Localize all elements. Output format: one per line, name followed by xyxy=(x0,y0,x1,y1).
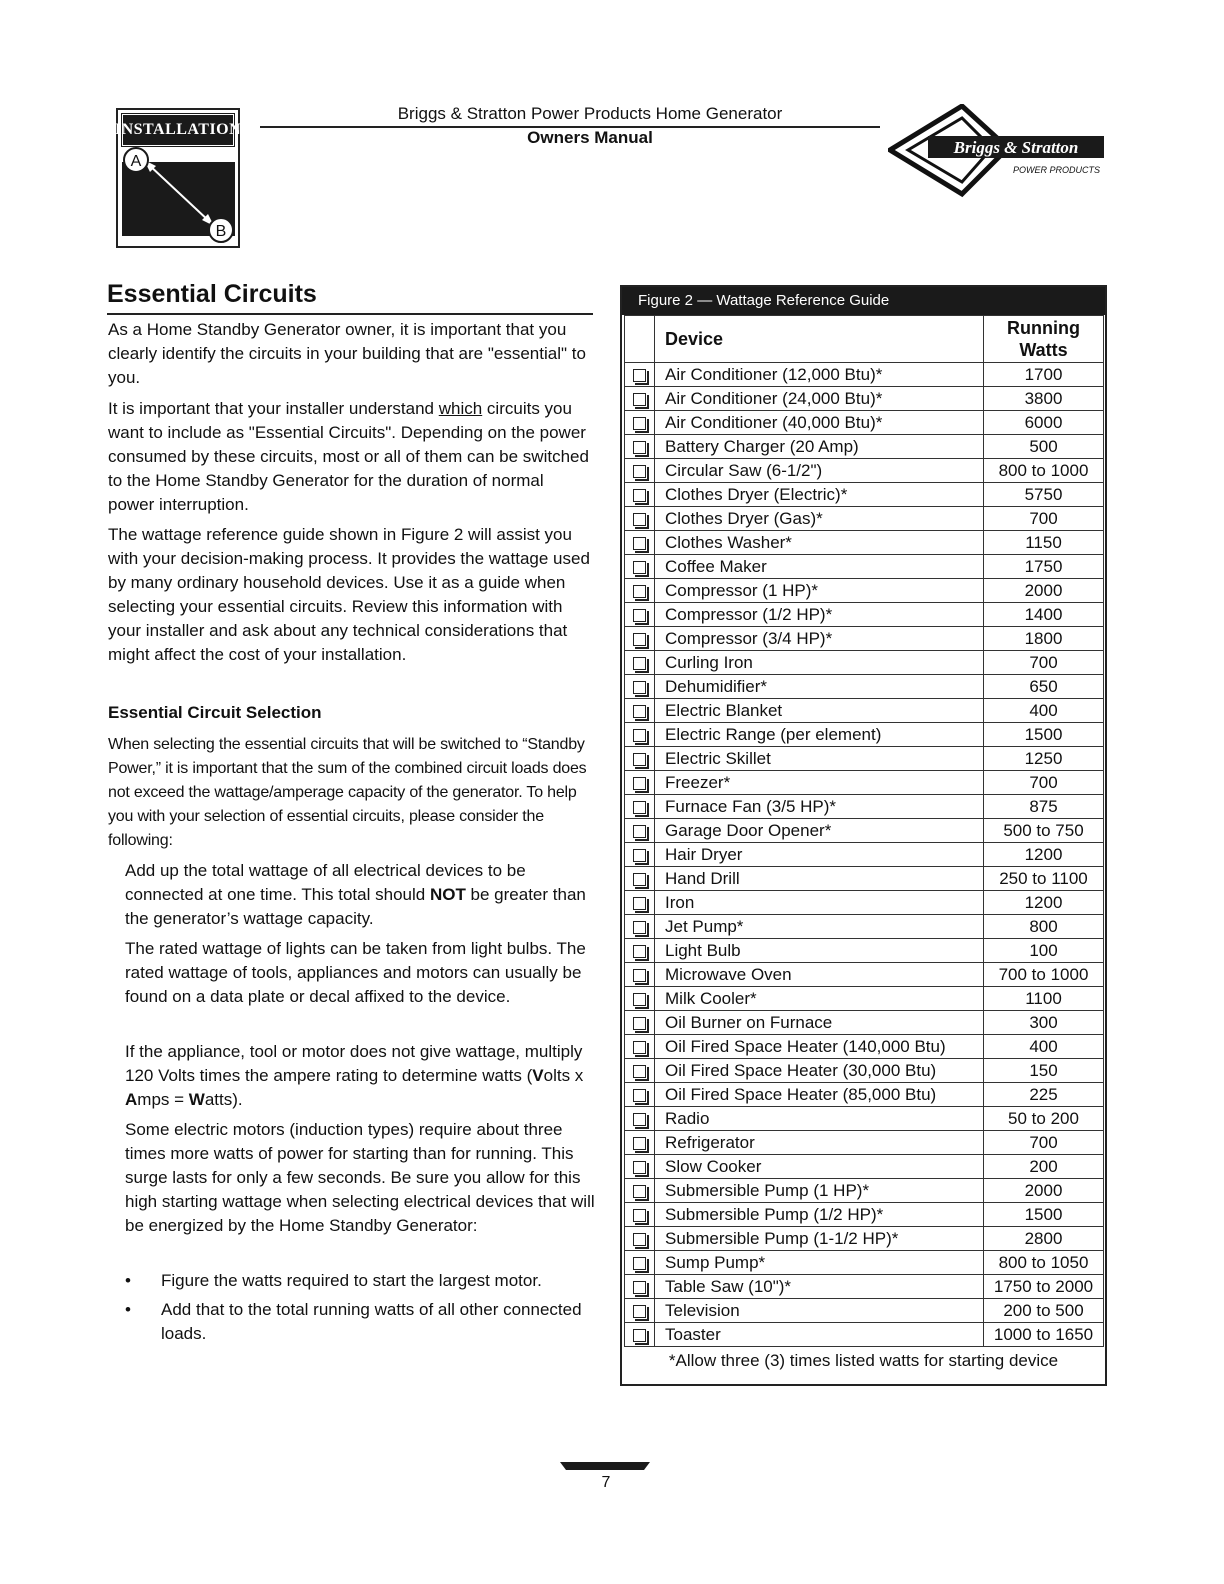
device-cell: Furnace Fan (3/5 HP)* xyxy=(655,795,984,819)
table-row xyxy=(625,867,1104,891)
reference-paragraph: The wattage reference guide shown in Figure 2 will assist you with your decision-making process. It provides the wattage used by many ordinary household devices. Use it as a guide when selecting your essential circuits. Review this information with your installer and ask about any technical considerations that might affect the cost of your installation. xyxy=(108,525,590,664)
table-row xyxy=(625,363,1104,387)
row-checkbox[interactable] xyxy=(625,795,655,819)
device-cell: Curling Iron xyxy=(655,651,984,675)
device-cell: Oil Fired Space Heater (140,000 Btu) xyxy=(655,1035,984,1059)
watts-cell: 2000 xyxy=(984,579,1104,603)
checkbox-icon[interactable] xyxy=(633,465,646,478)
table-row xyxy=(625,627,1104,651)
row-checkbox[interactable] xyxy=(625,1155,655,1179)
row-checkbox[interactable] xyxy=(625,747,655,771)
checkbox-icon[interactable] xyxy=(633,1185,646,1198)
checkbox-icon[interactable] xyxy=(633,513,646,526)
installation-badge xyxy=(116,108,240,248)
row-checkbox[interactable] xyxy=(625,1323,655,1347)
row-checkbox[interactable] xyxy=(625,699,655,723)
table-row xyxy=(625,459,1104,483)
table-row xyxy=(625,1203,1104,1227)
section-title: Essential Circuits xyxy=(107,280,317,308)
row-checkbox[interactable] xyxy=(625,963,655,987)
watts-cell: 1000 to 1650 xyxy=(984,1323,1104,1347)
row-checkbox[interactable] xyxy=(625,867,655,891)
table-row xyxy=(625,1227,1104,1251)
motor-surge-paragraph: Some electric motors (induction types) require about three times more watts of power for starting than for running. This surge lasts for only a few seconds. Be sure you allow for this high starting wattage when selecting electrical devices that will be energized by the Home Standby Generator: xyxy=(125,1120,595,1235)
table-row xyxy=(625,1323,1104,1347)
watts-cell: 1250 xyxy=(984,747,1104,771)
watts-cell: 500 to 750 xyxy=(984,819,1104,843)
watts-cell: 1150 xyxy=(984,531,1104,555)
watts-cell: 700 to 1000 xyxy=(984,963,1104,987)
table-row xyxy=(625,819,1104,843)
device-cell: Coffee Maker xyxy=(655,555,984,579)
watts-cell: 250 to 1100 xyxy=(984,867,1104,891)
watts-cell: 5750 xyxy=(984,483,1104,507)
checkbox-icon[interactable] xyxy=(633,441,646,454)
device-cell: Submersible Pump (1-1/2 HP)* xyxy=(655,1227,984,1251)
device-cell: Sump Pump* xyxy=(655,1251,984,1275)
watts-cell: 800 to 1000 xyxy=(984,459,1104,483)
device-cell: Light Bulb xyxy=(655,939,984,963)
device-cell: Slow Cooker xyxy=(655,1155,984,1179)
row-checkbox[interactable] xyxy=(625,723,655,747)
device-cell: Circular Saw (6-1/2") xyxy=(655,459,984,483)
checkbox-icon[interactable] xyxy=(633,969,646,982)
checkbox-column-header xyxy=(625,316,655,363)
watts-cell: 700 xyxy=(984,507,1104,531)
device-cell: Television xyxy=(655,1299,984,1323)
table-row xyxy=(625,435,1104,459)
watts-cell: 150 xyxy=(984,1059,1104,1083)
table-row xyxy=(625,675,1104,699)
logo-brand: Briggs & Stratton xyxy=(953,138,1079,157)
table-row xyxy=(625,1083,1104,1107)
row-checkbox[interactable] xyxy=(625,1107,655,1131)
wattage-reference-figure xyxy=(620,285,1107,1386)
device-cell: Submersible Pump (1/2 HP)* xyxy=(655,1203,984,1227)
device-cell: Clothes Dryer (Gas)* xyxy=(655,507,984,531)
watts-cell: 200 xyxy=(984,1155,1104,1179)
checkbox-icon[interactable] xyxy=(633,921,646,934)
checkbox-icon[interactable] xyxy=(633,1209,646,1222)
table-row xyxy=(625,771,1104,795)
table-row xyxy=(625,843,1104,867)
watts-cell: 1800 xyxy=(984,627,1104,651)
row-checkbox[interactable] xyxy=(625,1131,655,1155)
checkbox-icon[interactable] xyxy=(633,657,646,670)
checkbox-icon[interactable] xyxy=(633,1305,646,1318)
device-cell: Air Conditioner (12,000 Btu)* xyxy=(655,363,984,387)
table-row xyxy=(625,483,1104,507)
checkbox-icon[interactable] xyxy=(633,729,646,742)
watts-cell: 3800 xyxy=(984,387,1104,411)
table-row xyxy=(625,411,1104,435)
watts-cell: 6000 xyxy=(984,411,1104,435)
row-checkbox[interactable] xyxy=(625,483,655,507)
checkbox-icon[interactable] xyxy=(633,609,646,622)
table-row xyxy=(625,1251,1104,1275)
table-row xyxy=(625,1179,1104,1203)
row-checkbox[interactable] xyxy=(625,843,655,867)
watts-cell: 700 xyxy=(984,1131,1104,1155)
row-checkbox[interactable] xyxy=(625,1035,655,1059)
intro-paragraph: As a Home Standby Generator owner, it is important that you clearly identify the circuits in your building that are "essential" to you. xyxy=(108,320,586,387)
row-checkbox[interactable] xyxy=(625,675,655,699)
device-cell: Oil Fired Space Heater (30,000 Btu) xyxy=(655,1059,984,1083)
device-cell: Compressor (1/2 HP)* xyxy=(655,603,984,627)
manual-subtitle: Owners Manual xyxy=(527,128,653,147)
watts-cell: 1700 xyxy=(984,363,1104,387)
row-checkbox[interactable] xyxy=(625,459,655,483)
table-header-row xyxy=(625,316,1104,363)
device-cell: Air Conditioner (24,000 Btu)* xyxy=(655,387,984,411)
row-checkbox[interactable] xyxy=(625,603,655,627)
table-row xyxy=(625,579,1104,603)
checkbox-icon[interactable] xyxy=(633,1329,646,1342)
device-cell: Compressor (1 HP)* xyxy=(655,579,984,603)
watts-cell: 200 to 500 xyxy=(984,1299,1104,1323)
device-cell: Oil Burner on Furnace xyxy=(655,1011,984,1035)
checkbox-icon[interactable] xyxy=(633,633,646,646)
wattage-table xyxy=(624,315,1104,1347)
watts-cell: 400 xyxy=(984,1035,1104,1059)
table-row xyxy=(625,891,1104,915)
subsection-title: Essential Circuit Selection xyxy=(108,703,322,722)
row-checkbox[interactable] xyxy=(625,579,655,603)
device-cell: Freezer* xyxy=(655,771,984,795)
manual-title: Briggs & Stratton Power Products Home Generator xyxy=(397,104,783,123)
row-checkbox[interactable] xyxy=(625,1251,655,1275)
watts-cell: 1200 xyxy=(984,843,1104,867)
point-b-label: B xyxy=(215,223,227,240)
watts-cell: 1100 xyxy=(984,987,1104,1011)
table-row xyxy=(625,1107,1104,1131)
checkbox-icon[interactable] xyxy=(633,1089,646,1102)
watts-cell: 700 xyxy=(984,771,1104,795)
table-row xyxy=(625,1059,1104,1083)
device-cell: Jet Pump* xyxy=(655,915,984,939)
watts-cell: 1400 xyxy=(984,603,1104,627)
checkbox-icon[interactable] xyxy=(633,825,646,838)
device-cell: Toaster xyxy=(655,1323,984,1347)
checkbox-icon[interactable] xyxy=(633,1017,646,1030)
checkbox-icon[interactable] xyxy=(633,681,646,694)
checkbox-icon[interactable] xyxy=(633,777,646,790)
watts-cell: 100 xyxy=(984,939,1104,963)
checkbox-icon[interactable] xyxy=(633,993,646,1006)
checkbox-icon[interactable] xyxy=(633,873,646,886)
starting-watts-note: *Allow three (3) times listed watts for starting device xyxy=(668,1351,1059,1370)
device-cell: Battery Charger (20 Amp) xyxy=(655,435,984,459)
device-cell: Refrigerator xyxy=(655,1131,984,1155)
checkbox-icon[interactable] xyxy=(633,1257,646,1270)
briggs-stratton-logo xyxy=(888,104,1108,198)
checkbox-icon[interactable] xyxy=(633,897,646,910)
watts-cell: 500 xyxy=(984,435,1104,459)
device-cell: Clothes Washer* xyxy=(655,531,984,555)
footer-bar xyxy=(560,1462,650,1470)
device-cell: Oil Fired Space Heater (85,000 Btu) xyxy=(655,1083,984,1107)
table-row xyxy=(625,987,1104,1011)
checkbox-icon[interactable] xyxy=(633,1137,646,1150)
checkbox-icon[interactable] xyxy=(633,849,646,862)
table-row xyxy=(625,723,1104,747)
page-number: 7 xyxy=(601,1474,611,1491)
emphasis-which: which xyxy=(438,399,483,418)
row-checkbox[interactable] xyxy=(625,1083,655,1107)
emphasis-not: NOT xyxy=(429,885,466,904)
row-checkbox[interactable] xyxy=(625,891,655,915)
point-a-label: A xyxy=(130,153,142,170)
row-checkbox[interactable] xyxy=(625,435,655,459)
table-row xyxy=(625,795,1104,819)
section-divider xyxy=(107,313,593,315)
row-checkbox[interactable] xyxy=(625,411,655,435)
device-cell: Submersible Pump (1 HP)* xyxy=(655,1179,984,1203)
checkbox-icon[interactable] xyxy=(633,1113,646,1126)
table-row xyxy=(625,603,1104,627)
table-row xyxy=(625,651,1104,675)
row-checkbox[interactable] xyxy=(625,939,655,963)
row-checkbox[interactable] xyxy=(625,507,655,531)
device-cell: Electric Blanket xyxy=(655,699,984,723)
table-row xyxy=(625,1299,1104,1323)
watts-cell: 1500 xyxy=(984,723,1104,747)
table-row xyxy=(625,1275,1104,1299)
checkbox-icon[interactable] xyxy=(633,801,646,814)
device-cell: Hand Drill xyxy=(655,867,984,891)
a-to-b-icon xyxy=(122,146,235,244)
checkbox-icon[interactable] xyxy=(633,537,646,550)
watts-cell: 875 xyxy=(984,795,1104,819)
checkbox-icon[interactable] xyxy=(633,393,646,406)
figure-caption: Figure 2 — Wattage Reference Guide xyxy=(622,287,1105,315)
checkbox-icon[interactable] xyxy=(633,561,646,574)
table-row xyxy=(625,747,1104,771)
table-row xyxy=(625,387,1104,411)
device-cell: Compressor (3/4 HP)* xyxy=(655,627,984,651)
watts-cell: 1750 xyxy=(984,555,1104,579)
row-checkbox[interactable] xyxy=(625,1299,655,1323)
device-cell: Air Conditioner (40,000 Btu)* xyxy=(655,411,984,435)
watts-cell: 400 xyxy=(984,699,1104,723)
watts-cell: 225 xyxy=(984,1083,1104,1107)
row-checkbox[interactable] xyxy=(625,1275,655,1299)
table-row xyxy=(625,915,1104,939)
row-checkbox[interactable] xyxy=(625,987,655,1011)
row-checkbox[interactable] xyxy=(625,819,655,843)
checkbox-icon[interactable] xyxy=(633,1233,646,1246)
rated-wattage-paragraph: The rated wattage of lights can be taken from light bulbs. The rated wattage of tools, appliances and motors can usually be found on a data plate or decal affixed to the device. xyxy=(125,939,586,1006)
device-cell: Dehumidifier* xyxy=(655,675,984,699)
table-row xyxy=(625,531,1104,555)
watts-cell: 800 to 1050 xyxy=(984,1251,1104,1275)
watts-column-header: Running Watts xyxy=(984,316,1104,363)
table-row xyxy=(625,1011,1104,1035)
row-checkbox[interactable] xyxy=(625,387,655,411)
row-checkbox[interactable] xyxy=(625,627,655,651)
logo-tagline: POWER PRODUCTS xyxy=(1012,165,1100,175)
watts-cell: 2000 xyxy=(984,1179,1104,1203)
row-checkbox[interactable] xyxy=(625,771,655,795)
total-wattage-paragraph: Add up the total wattage of all electrical devices to be connected at one time. This total should NOT be greater than the generator’s wattage capacity. xyxy=(125,861,586,928)
checkbox-icon[interactable] xyxy=(633,417,646,430)
selection-paragraph: When selecting the essential circuits that will be switched to “Standby Power,” it is important that the sum of the combined circuit loads does not exceed the wattage/amperage capacity of the generator. To help you with your selection of essential circuits, please consider the following: xyxy=(108,736,587,849)
watts-cell: 1500 xyxy=(984,1203,1104,1227)
row-checkbox[interactable] xyxy=(625,1203,655,1227)
device-cell: Table Saw (10")* xyxy=(655,1275,984,1299)
checkbox-icon[interactable] xyxy=(633,753,646,766)
row-checkbox[interactable] xyxy=(625,651,655,675)
watts-cell: 1750 to 2000 xyxy=(984,1275,1104,1299)
checkbox-icon[interactable] xyxy=(633,369,646,382)
installation-label: INSTALLATION xyxy=(122,114,234,146)
table-row xyxy=(625,555,1104,579)
device-cell: Milk Cooler* xyxy=(655,987,984,1011)
device-cell: Electric Skillet xyxy=(655,747,984,771)
watts-cell: 800 xyxy=(984,915,1104,939)
row-checkbox[interactable] xyxy=(625,555,655,579)
table-row xyxy=(625,963,1104,987)
checkbox-icon[interactable] xyxy=(633,585,646,598)
table-row xyxy=(625,507,1104,531)
watts-cell: 650 xyxy=(984,675,1104,699)
checkbox-icon[interactable] xyxy=(633,1281,646,1294)
row-checkbox[interactable] xyxy=(625,1179,655,1203)
checkbox-icon[interactable] xyxy=(633,705,646,718)
watts-cell: 1200 xyxy=(984,891,1104,915)
row-checkbox[interactable] xyxy=(625,363,655,387)
row-checkbox[interactable] xyxy=(625,1227,655,1251)
table-row xyxy=(625,1155,1104,1179)
row-checkbox[interactable] xyxy=(625,1059,655,1083)
watts-cell: 700 xyxy=(984,651,1104,675)
device-cell: Electric Range (per element) xyxy=(655,723,984,747)
row-checkbox[interactable] xyxy=(625,531,655,555)
device-column-header: Device xyxy=(655,316,984,363)
table-row xyxy=(625,1131,1104,1155)
device-cell: Microwave Oven xyxy=(655,963,984,987)
device-cell: Hair Dryer xyxy=(655,843,984,867)
formula-paragraph: If the appliance, tool or motor does not give wattage, multiply 120 Volts times the ampere rating to determine watts (Volts x Amps = Watts). xyxy=(125,1042,584,1109)
watts-cell: 50 to 200 xyxy=(984,1107,1104,1131)
installer-paragraph: It is important that your installer understand which circuits you want to include as "Essential Circuits". Depending on the power consumed by these circuits, most or all of them can be switched to the Home Standby Generator for the duration of normal power interruption. xyxy=(108,399,589,514)
checkbox-icon[interactable] xyxy=(633,945,646,958)
table-row xyxy=(625,939,1104,963)
checkbox-icon[interactable] xyxy=(633,1161,646,1174)
device-cell: Garage Door Opener* xyxy=(655,819,984,843)
row-checkbox[interactable] xyxy=(625,1011,655,1035)
table-row xyxy=(625,1035,1104,1059)
watts-cell: 2800 xyxy=(984,1227,1104,1251)
watts-cell: 300 xyxy=(984,1011,1104,1035)
device-cell: Radio xyxy=(655,1107,984,1131)
device-cell: Clothes Dryer (Electric)* xyxy=(655,483,984,507)
checkbox-icon[interactable] xyxy=(633,1065,646,1078)
checkbox-icon[interactable] xyxy=(633,489,646,502)
device-cell: Iron xyxy=(655,891,984,915)
table-row xyxy=(625,699,1104,723)
checkbox-icon[interactable] xyxy=(633,1041,646,1054)
row-checkbox[interactable] xyxy=(625,915,655,939)
